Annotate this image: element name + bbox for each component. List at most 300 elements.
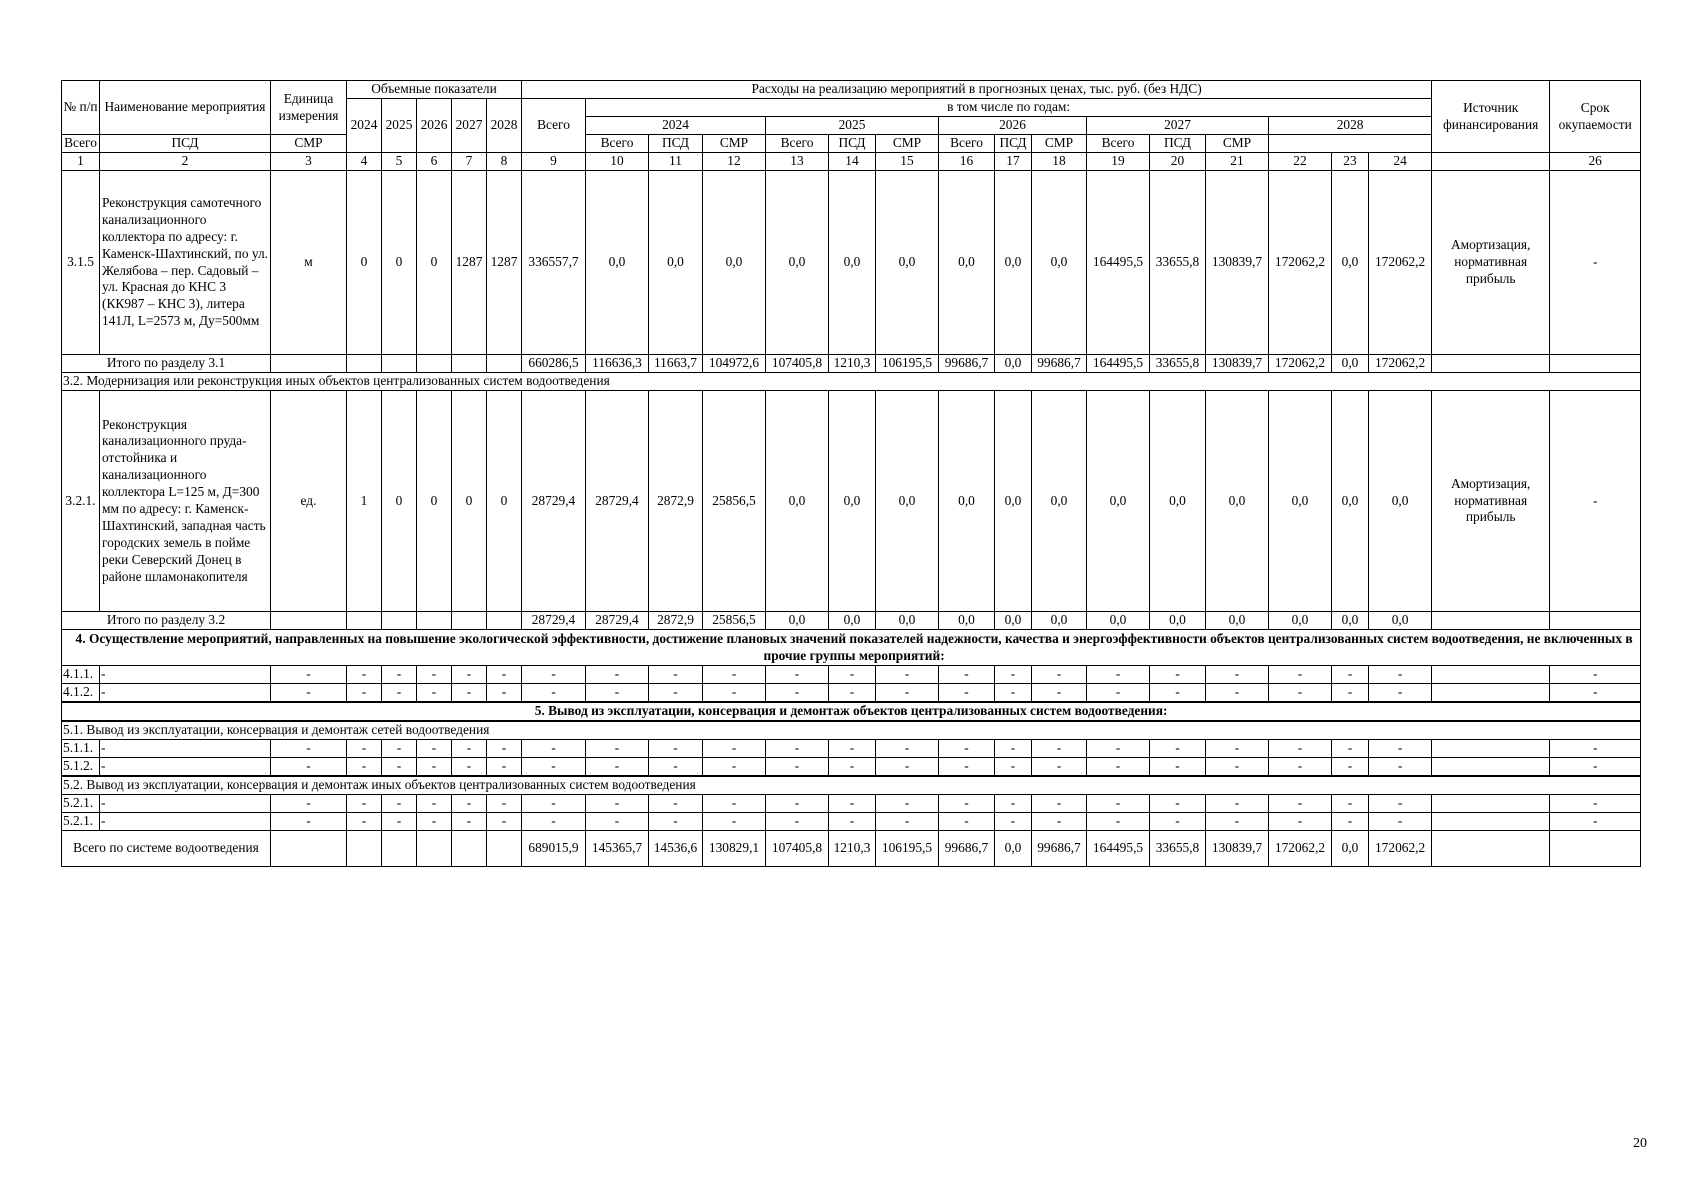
empty-cell (1550, 612, 1641, 630)
column-number: 17 (995, 153, 1032, 171)
subtotal-value: 1210,3 (829, 830, 876, 866)
subtotal-value: 0,0 (1087, 612, 1150, 630)
dash-cell: - (649, 812, 703, 830)
dash-cell: - (1550, 812, 1641, 830)
dash-cell: - (703, 794, 766, 812)
item-payback: - (1550, 171, 1641, 355)
dash-cell: - (1206, 739, 1269, 757)
subtotal-value: 172062,2 (1269, 355, 1332, 373)
column-number: 21 (1206, 153, 1269, 171)
dash-cell: - (1269, 666, 1332, 684)
subtotal-value: 106195,5 (876, 355, 939, 373)
subtotal-label: Итого по разделу 3.2 (62, 612, 271, 630)
header-sub-smr: СМР (1032, 135, 1087, 153)
subtotal-row-3-2 (62, 612, 1641, 630)
dash-cell: - (703, 666, 766, 684)
dash-row (62, 794, 1641, 812)
row-name: - (100, 794, 271, 812)
dash-cell: - (939, 684, 995, 702)
header-year-2027: 2027 (1087, 117, 1269, 135)
dash-cell: - (649, 684, 703, 702)
column-number: 4 (347, 153, 382, 171)
item-value: 172062,2 (1369, 171, 1432, 355)
dash-cell: - (347, 739, 382, 757)
subtotal-value: 0,0 (1332, 612, 1369, 630)
dash-row (62, 666, 1641, 684)
dash-cell: - (382, 757, 417, 775)
empty-cell (1550, 830, 1641, 866)
dash-cell: - (1087, 812, 1150, 830)
dash-cell: - (995, 739, 1032, 757)
header-year-2026: 2026 (939, 117, 1087, 135)
empty-cell (452, 355, 487, 373)
column-number: 10 (586, 153, 649, 171)
item-volume: 1287 (487, 171, 522, 355)
dash-cell: - (586, 812, 649, 830)
header-sub-smr: СМР (876, 135, 939, 153)
subtotal-value: 130829,1 (703, 830, 766, 866)
column-numbers-row (62, 153, 1641, 171)
subtotal-value: 14536,6 (649, 830, 703, 866)
dash-cell: - (382, 666, 417, 684)
dash-cell: - (586, 684, 649, 702)
empty-cell (452, 612, 487, 630)
empty-cell (417, 355, 452, 373)
subtotal-value: 99686,7 (939, 355, 995, 373)
dash-cell: - (347, 684, 382, 702)
dash-cell: - (1332, 794, 1369, 812)
dash-cell: - (1369, 666, 1432, 684)
subtotal-value: 104972,6 (703, 355, 766, 373)
subtotal-total: 689015,9 (522, 830, 586, 866)
section-title: 5.2. Вывод из эксплуатации, консервация и демонтаж иных объектов централизованных систем водоотведения (62, 776, 1641, 794)
header-sub-smr: СМР (1206, 135, 1269, 153)
dash-cell: - (1269, 757, 1332, 775)
dash-cell: - (766, 684, 829, 702)
column-number: 20 (1150, 153, 1206, 171)
subtotal-value: 33655,8 (1150, 830, 1206, 866)
subtotal-value: 99686,7 (939, 830, 995, 866)
item-volume: 1 (347, 391, 382, 612)
subtotal-value: 145365,7 (586, 830, 649, 866)
empty-cell (382, 830, 417, 866)
dash-cell: - (1332, 739, 1369, 757)
column-number: 11 (649, 153, 703, 171)
dash-cell: - (829, 812, 876, 830)
item-value: 0,0 (939, 391, 995, 612)
empty-cell (347, 830, 382, 866)
dash-cell: - (1206, 666, 1269, 684)
item-name: Реконструкция самотечного канализационного коллектора по адресу: г. Каменск-Шахтинский, по ул. Желябова – пер. Садовый – ул. Красная до КНС 3 (КК987 – КНС 3), литера 141Л, L=2573 м, Ду=500мм (100, 171, 271, 355)
header-volume-year: 2024 (347, 99, 382, 153)
dash-cell: - (876, 684, 939, 702)
section-row (62, 776, 1641, 794)
dash-cell: - (939, 739, 995, 757)
subtotal-value: 0,0 (995, 355, 1032, 373)
row-num: 4.1.2. (62, 684, 100, 702)
dash-cell: - (995, 666, 1032, 684)
header-volume-year: 2025 (382, 99, 417, 153)
dash-cell: - (939, 666, 995, 684)
subtotal-total: 660286,5 (522, 355, 586, 373)
item-value: 0,0 (1332, 171, 1369, 355)
empty-cell (347, 355, 382, 373)
dash-cell: - (1332, 666, 1369, 684)
subtotal-value: 28729,4 (586, 612, 649, 630)
item-volume: 0 (417, 171, 452, 355)
row-name: - (100, 812, 271, 830)
dash-cell: - (1032, 684, 1087, 702)
header-year-2024: 2024 (586, 117, 766, 135)
column-number: 15 (876, 153, 939, 171)
dash-cell: - (1032, 757, 1087, 775)
dash-cell: - (452, 812, 487, 830)
header-volume: Объемные показатели (347, 81, 522, 99)
empty-cell (271, 612, 347, 630)
dash-cell: - (1150, 684, 1206, 702)
item-name: Реконструкция канализационного пруда-отстойника и канализационного коллектора L=125 м, Д=300 мм по адресу: г. Каменск-Шахтинский, западная часть городских земель в пойме реки Северский Донец в районе шламонакопителя (100, 391, 271, 612)
header-name: Наименование мероприятия (100, 81, 271, 135)
empty-cell (1432, 739, 1550, 757)
empty-cell (1550, 355, 1641, 373)
subtotal-value: 0,0 (1269, 612, 1332, 630)
dash-cell: - (487, 739, 522, 757)
item-value: 0,0 (703, 171, 766, 355)
table-body (62, 81, 1641, 867)
header-sub-psd: ПСД (649, 135, 703, 153)
header-sub-total: Всего (1087, 135, 1150, 153)
item-value: 0,0 (1087, 391, 1150, 612)
dash-cell: - (1032, 794, 1087, 812)
subtotal-value: 107405,8 (766, 830, 829, 866)
dash-cell: - (347, 757, 382, 775)
item-value: 28729,4 (586, 391, 649, 612)
header-sub-psd: ПСД (1150, 135, 1206, 153)
dash-cell: - (271, 794, 347, 812)
dash-cell: - (586, 666, 649, 684)
item-unit: ед. (271, 391, 347, 612)
column-number: 6 (417, 153, 452, 171)
dash-cell: - (1550, 666, 1641, 684)
header-sub-smr: СМР (703, 135, 766, 153)
empty-cell (452, 830, 487, 866)
dash-cell: - (649, 794, 703, 812)
item-value: 0,0 (876, 391, 939, 612)
dash-cell: - (876, 794, 939, 812)
subtotal-row-3-1 (62, 355, 1641, 373)
dash-cell: - (271, 757, 347, 775)
section-title: 5. Вывод из эксплуатации, консервация и демонтаж объектов централизованных систем водоотведения: (62, 702, 1641, 721)
dash-cell: - (1369, 684, 1432, 702)
item-value: 0,0 (586, 171, 649, 355)
column-number: 5 (382, 153, 417, 171)
dash-cell: - (766, 757, 829, 775)
header-sub-total: Всего (766, 135, 829, 153)
item-total: 336557,7 (522, 171, 586, 355)
item-source: Амортизация, нормативная прибыль (1432, 391, 1550, 612)
section-title: 3.2. Модернизация или реконструкция иных объектов централизованных систем водоотведения (62, 373, 1641, 391)
dash-cell: - (1269, 794, 1332, 812)
dash-cell: - (522, 666, 586, 684)
dash-cell: - (271, 666, 347, 684)
item-volume: 0 (452, 391, 487, 612)
item-value: 172062,2 (1269, 171, 1332, 355)
dash-cell: - (1087, 757, 1150, 775)
dash-cell: - (522, 812, 586, 830)
dash-cell: - (271, 812, 347, 830)
column-number: 14 (829, 153, 876, 171)
header-volume-year: 2026 (417, 99, 452, 153)
subtotal-value: 172062,2 (1369, 830, 1432, 866)
dash-cell: - (522, 757, 586, 775)
dash-cell: - (347, 812, 382, 830)
dash-cell: - (829, 739, 876, 757)
header-sub-psd: ПСД (995, 135, 1032, 153)
section-row (62, 630, 1641, 666)
dash-cell: - (995, 812, 1032, 830)
header-unit: Единица измерения (271, 81, 347, 135)
dash-cell: - (766, 794, 829, 812)
dash-cell: - (522, 794, 586, 812)
dash-cell: - (417, 666, 452, 684)
dash-cell: - (487, 812, 522, 830)
dash-cell: - (766, 739, 829, 757)
dash-cell: - (1150, 757, 1206, 775)
item-value: 0,0 (995, 391, 1032, 612)
dash-cell: - (995, 757, 1032, 775)
dash-cell: - (452, 757, 487, 775)
item-payback: - (1550, 391, 1641, 612)
section-row (62, 702, 1641, 721)
dash-cell: - (347, 666, 382, 684)
subtotal-value: 0,0 (995, 830, 1032, 866)
subtotal-value: 0,0 (1206, 612, 1269, 630)
dash-cell: - (271, 739, 347, 757)
dash-cell: - (487, 666, 522, 684)
subtotal-value: 107405,8 (766, 355, 829, 373)
subtotal-value: 25856,5 (703, 612, 766, 630)
subtotal-total: 28729,4 (522, 612, 586, 630)
item-value: 0,0 (939, 171, 995, 355)
row-num: 5.2.1. (62, 812, 100, 830)
header-num: № п/п (62, 81, 100, 135)
empty-cell (382, 612, 417, 630)
subtotal-value: 106195,5 (876, 830, 939, 866)
empty-cell (487, 355, 522, 373)
header-year-2028: 2028 (1269, 117, 1432, 135)
header-sub-total: Всего (586, 135, 649, 153)
empty-cell (1432, 812, 1550, 830)
subtotal-value: 1210,3 (829, 355, 876, 373)
dash-cell: - (829, 666, 876, 684)
column-number: 8 (487, 153, 522, 171)
empty-cell (1432, 666, 1550, 684)
dash-cell: - (703, 757, 766, 775)
column-number: 23 (1332, 153, 1369, 171)
dash-cell: - (417, 812, 452, 830)
subtotal-value: 0,0 (829, 612, 876, 630)
dash-cell: - (1269, 684, 1332, 702)
column-number: 3 (271, 153, 347, 171)
column-number: 7 (452, 153, 487, 171)
dash-cell: - (1369, 794, 1432, 812)
header-volume-year: 2027 (452, 99, 487, 153)
dash-cell: - (876, 739, 939, 757)
dash-cell: - (1150, 794, 1206, 812)
item-volume: 0 (347, 171, 382, 355)
item-value: 0,0 (829, 171, 876, 355)
header-payback: Срок окупаемости (1550, 81, 1641, 153)
empty-cell (417, 830, 452, 866)
row-num: 5.1.2. (62, 757, 100, 775)
dash-cell: - (271, 684, 347, 702)
dash-cell: - (995, 684, 1032, 702)
dash-cell: - (1332, 684, 1369, 702)
dash-cell: - (417, 757, 452, 775)
subtotal-value: 164495,5 (1087, 355, 1150, 373)
item-value: 0,0 (1032, 391, 1087, 612)
dash-cell: - (382, 684, 417, 702)
dash-cell: - (876, 666, 939, 684)
grand-total-row (62, 830, 1641, 866)
subtotal-value: 0,0 (1332, 355, 1369, 373)
row-num: 4.1.1. (62, 666, 100, 684)
dash-cell: - (1087, 794, 1150, 812)
column-number: 24 (1369, 153, 1432, 171)
column-number: 1 (62, 153, 100, 171)
dash-cell: - (522, 739, 586, 757)
dash-cell: - (1550, 739, 1641, 757)
subtotal-value: 99686,7 (1032, 830, 1087, 866)
item-value: 0,0 (766, 171, 829, 355)
dash-cell: - (939, 794, 995, 812)
dash-cell: - (1087, 684, 1150, 702)
dash-cell: - (995, 794, 1032, 812)
empty-cell (1432, 757, 1550, 775)
dash-cell: - (1206, 812, 1269, 830)
subtotal-value: 130839,7 (1206, 355, 1269, 373)
item-row-item_315 (62, 171, 1641, 355)
dash-cell: - (649, 757, 703, 775)
section-row (62, 721, 1641, 739)
subtotal-value: 0,0 (939, 612, 995, 630)
column-number: 16 (939, 153, 995, 171)
dash-cell: - (1269, 812, 1332, 830)
header-sub-psd: ПСД (829, 135, 876, 153)
item-num: 3.1.5 (62, 171, 100, 355)
investment-program-table (61, 80, 1641, 867)
subtotal-value: 11663,7 (649, 355, 703, 373)
page-number: 20 (1633, 1136, 1647, 1151)
subtotal-value: 0,0 (766, 612, 829, 630)
item-total: 28729,4 (522, 391, 586, 612)
item-value: 130839,7 (1206, 171, 1269, 355)
header-year-2025: 2025 (766, 117, 939, 135)
dash-cell: - (1550, 794, 1641, 812)
row-num: 5.1.1. (62, 739, 100, 757)
empty-cell (1432, 830, 1550, 866)
row-num: 5.2.1. (62, 794, 100, 812)
item-value: 0,0 (649, 171, 703, 355)
dash-cell: - (1032, 666, 1087, 684)
header-sub-total: Всего (939, 135, 995, 153)
row-name: - (100, 666, 271, 684)
dash-cell: - (382, 739, 417, 757)
dash-cell: - (1206, 794, 1269, 812)
subtotal-value: 116636,3 (586, 355, 649, 373)
dash-cell: - (1550, 684, 1641, 702)
dash-cell: - (417, 684, 452, 702)
dash-cell: - (1332, 812, 1369, 830)
subtotal-value: 172062,2 (1269, 830, 1332, 866)
item-value: 0,0 (995, 171, 1032, 355)
item-unit: м (271, 171, 347, 355)
empty-cell (417, 612, 452, 630)
header-total: Всего (522, 99, 586, 153)
item-volume: 0 (382, 171, 417, 355)
header-sub-total: Всего (62, 135, 100, 153)
item-source: Амортизация, нормативная прибыль (1432, 171, 1550, 355)
subtotal-value: 2872,9 (649, 612, 703, 630)
dash-row (62, 684, 1641, 702)
dash-cell: - (766, 666, 829, 684)
column-number: 22 (1269, 153, 1332, 171)
row-name: - (100, 684, 271, 702)
item-value: 0,0 (766, 391, 829, 612)
column-number: 12 (703, 153, 766, 171)
column-number (1432, 153, 1550, 171)
dash-cell: - (703, 739, 766, 757)
empty-cell (1432, 612, 1550, 630)
dash-cell: - (522, 684, 586, 702)
item-value: 0,0 (1369, 391, 1432, 612)
dash-cell: - (586, 757, 649, 775)
dash-cell: - (417, 739, 452, 757)
dash-cell: - (829, 794, 876, 812)
subtotal-value: 130839,7 (1206, 830, 1269, 866)
item-value: 2872,9 (649, 391, 703, 612)
empty-cell (347, 612, 382, 630)
row-name: - (100, 739, 271, 757)
dash-cell: - (1369, 812, 1432, 830)
item-value: 0,0 (1150, 391, 1206, 612)
row-name: - (100, 757, 271, 775)
dash-cell: - (766, 812, 829, 830)
dash-cell: - (1032, 812, 1087, 830)
dash-cell: - (829, 757, 876, 775)
dash-cell: - (876, 812, 939, 830)
subtotal-label: Всего по системе водоотведения (62, 830, 271, 866)
subtotal-value: 0,0 (1369, 612, 1432, 630)
column-number: 13 (766, 153, 829, 171)
item-num: 3.2.1. (62, 391, 100, 612)
column-number: 2 (100, 153, 271, 171)
header-sub-smr: СМР (271, 135, 347, 153)
dash-cell: - (829, 684, 876, 702)
dash-row (62, 739, 1641, 757)
dash-cell: - (382, 812, 417, 830)
section-title: 5.1. Вывод из эксплуатации, консервация и демонтаж сетей водоотведения (62, 721, 1641, 739)
dash-cell: - (649, 739, 703, 757)
item-volume: 0 (487, 391, 522, 612)
item-value: 25856,5 (703, 391, 766, 612)
header-expenses: Расходы на реализацию мероприятий в прогнозных ценах, тыс. руб. (без НДС) (522, 81, 1432, 99)
dash-cell: - (452, 684, 487, 702)
header-by-years: в том числе по годам: (586, 99, 1432, 117)
column-number: 26 (1550, 153, 1641, 171)
item-row-item_321 (62, 391, 1641, 612)
empty-cell (1432, 355, 1550, 373)
